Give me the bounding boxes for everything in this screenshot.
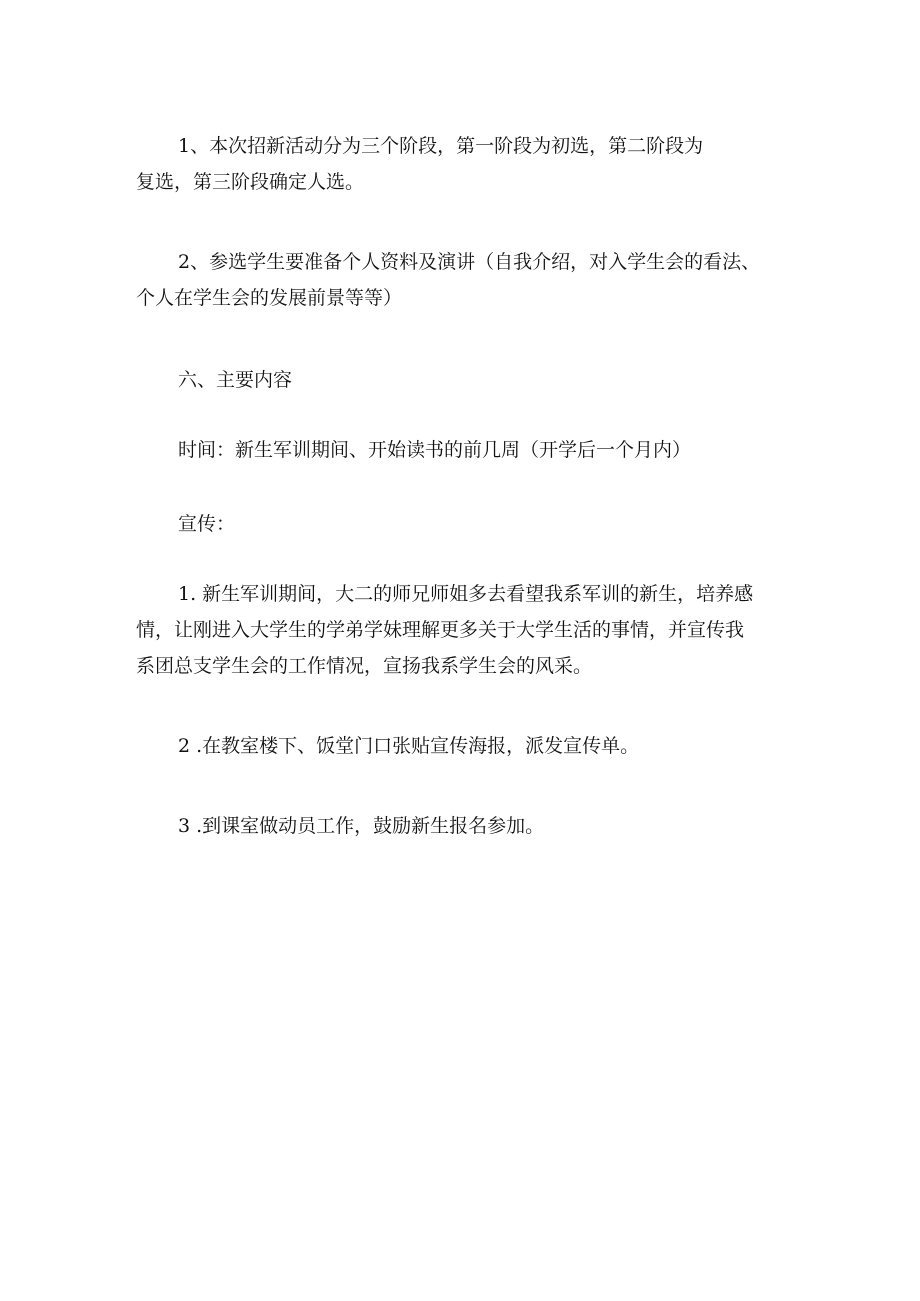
heading-text: 六、主要内容: [178, 369, 293, 391]
paragraph-line: 1、本次招新活动分为三个阶段，第一阶段为初选，第二阶段为: [178, 135, 704, 157]
paragraph-line: 2、参选学生要准备个人资料及演讲（自我介绍，对入学生会的看法、: [178, 251, 761, 273]
paragraph-stages: [136, 128, 796, 200]
paragraph-line: 1. 新生军训期间，大二的师兄师姐多去看望我系军训的新生，培养感: [178, 583, 754, 605]
paragraph-time: [136, 432, 796, 468]
paragraph-line: 2 .在教室楼下、饭堂门口张贴宣传海报，派发宣传单。: [178, 735, 640, 757]
paragraph-publicity-item-3: [136, 808, 796, 844]
paragraph-requirements: [136, 244, 796, 316]
paragraph-publicity-label: [136, 506, 796, 542]
paragraph-line: 复选，第三阶段确定人选。: [136, 171, 365, 193]
paragraph-line: 宣传：: [178, 513, 236, 535]
paragraph-publicity-item-1: [136, 576, 796, 684]
paragraph-line: 系团总支学生会的工作情况，宣扬我系学生会的风采。: [136, 655, 593, 677]
paragraph-line: 时间：新生军训期间、开始读书的前几周（开学后一个月内）: [178, 439, 692, 461]
paragraph-line: 3 .到课室做动员工作，鼓励新生报名参加。: [178, 815, 545, 837]
paragraph-line: 个人在学生会的发展前景等等）: [136, 287, 403, 309]
section-heading-main-content: [136, 362, 796, 398]
paragraph-line: 情，让刚进入大学生的学弟学妹理解更多关于大学生活的事情，并宣传我: [136, 619, 745, 641]
paragraph-publicity-item-2: [136, 728, 796, 764]
